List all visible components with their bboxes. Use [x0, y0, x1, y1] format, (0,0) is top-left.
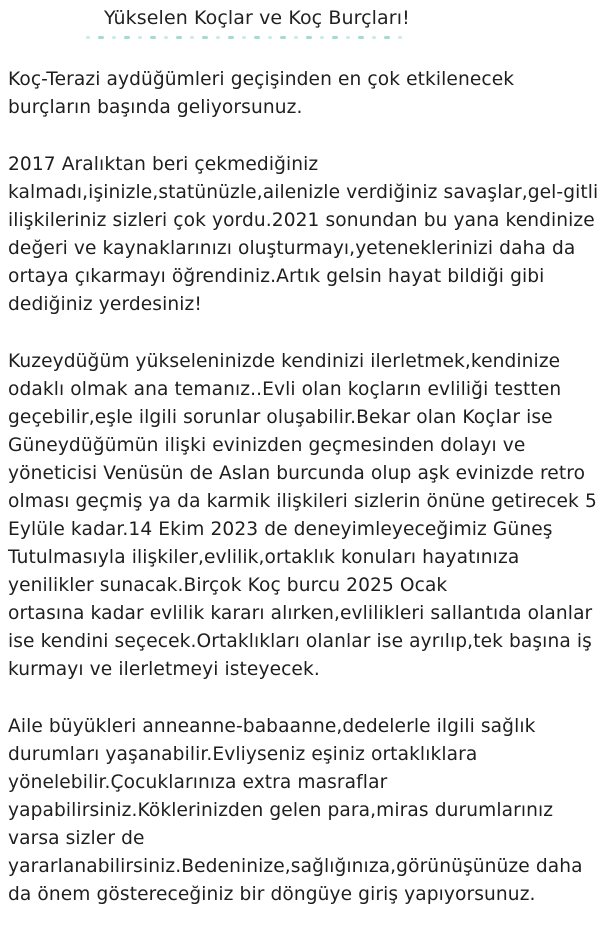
- title-divider: [86, 35, 412, 40]
- text-line: Kuzeydüğüm yükseleninizde kendinizi ilerletmek,kendinize: [8, 351, 561, 372]
- divider-dot: [268, 36, 272, 39]
- text-line: odaklı olmak ana temanız..Evli olan koçların evliliği testten: [8, 379, 562, 400]
- divider-dot: [190, 36, 194, 39]
- divider-dot: [346, 36, 350, 39]
- divider-dot: [98, 36, 104, 39]
- divider-dot: [228, 36, 234, 39]
- divider-dot: [306, 36, 312, 39]
- text-line: Koç-Terazi aydüğümleri geçişinden en çok etkilenecek: [8, 69, 515, 90]
- paragraph: [8, 713, 600, 909]
- text-line: yapabilirsiniz.Köklerinizden gelen para,miras durumlarınız: [8, 800, 554, 821]
- article-body: [8, 66, 600, 938]
- text-line: Aile büyükleri anneanne-babaanne,dedelerle ilgili sağlık: [8, 716, 536, 737]
- text-line: varsa sizler de: [8, 828, 145, 849]
- text-line: yöneticisi Venüsün de Aslan burcunda olup aşk evinizde retro: [8, 463, 586, 484]
- divider-dot: [86, 36, 90, 39]
- paragraph: [8, 151, 600, 319]
- divider-dot: [138, 36, 142, 39]
- header: [0, 0, 605, 44]
- page-title: Yükselen Koçlar ve Koç Burçları!: [104, 7, 410, 29]
- divider-dot: [384, 36, 390, 39]
- divider-dot: [398, 36, 402, 39]
- divider-dot: [124, 36, 130, 39]
- divider-dot: [112, 36, 116, 39]
- divider-dot: [242, 36, 246, 39]
- text-line: burçların başında geliyorsunuz.: [8, 97, 303, 118]
- text-line: ortasına kadar evlilik kararı alırken,evlilikleri sallantıda olanlar: [8, 603, 593, 624]
- divider-dot: [358, 36, 364, 39]
- divider-dot: [372, 36, 376, 39]
- text-line: ilişkileriniz sizleri çok yordu.2021 sonundan bu yana kendinize: [8, 210, 595, 231]
- text-line: kurmayı ve ilerletmeyi isteyecek.: [8, 659, 320, 680]
- text-line: ise kendini seçecek.Ortaklıkları olanlar ise ayrılıp,tek başına iş: [8, 631, 592, 652]
- text-line: kalmadı,işinizle,statünüzle,ailenizle verdiğiniz savaşlar,gel-gitli: [8, 182, 599, 203]
- text-line: yenilikler sunacak.Birçok Koç burcu 2025 Ocak: [8, 575, 448, 596]
- text-line: 2017 Aralıktan beri çekmediğiniz: [8, 154, 319, 175]
- divider-dot: [176, 36, 182, 39]
- text-line: yönelebilir.Çocuklarınıza extra masraflar: [8, 772, 388, 793]
- divider-dot: [280, 36, 286, 39]
- text-line: değeri ve kaynaklarınızı oluşturmayı,yeteneklerinizi daha da: [8, 238, 576, 259]
- paragraph: [8, 348, 600, 684]
- divider-dot: [254, 36, 260, 39]
- text-line: durumları yaşanabilir.Evliyseniz eşiniz ortaklıklara: [8, 744, 478, 765]
- text-line: dediğiniz yerdesiniz!: [8, 294, 202, 315]
- text-line: Eylüle kadar.14 Ekim 2023 de deneyimleyeceğimiz Güneş: [8, 519, 553, 540]
- divider-dot: [216, 36, 220, 39]
- paragraph: [8, 66, 600, 122]
- text-line: da önem göstereceğiniz bir döngüye giriş yapıyorsunuz.: [8, 884, 536, 905]
- divider-dot: [202, 36, 208, 39]
- text-line: yararlanabilirsiniz.Bedeninize,sağlığınıza,görünüşünüze daha: [8, 856, 583, 877]
- divider-dot: [320, 36, 324, 39]
- text-line: geçebilir,eşle ilgili sorunlar oluşabilir.Bekar olan Koçlar ise: [8, 407, 553, 428]
- divider-dot: [332, 36, 338, 39]
- text-line: olması geçmiş ya da karmik ilişkileri sizlerin önüne getirecek 5: [8, 491, 597, 512]
- divider-dot: [294, 36, 298, 39]
- divider-dot: [164, 36, 168, 39]
- divider-dot: [150, 36, 156, 39]
- text-line: Tutulmasıyla ilişkiler,evlilik,ortaklık konuları hayatınıza: [8, 547, 520, 568]
- text-line: Güneydüğümün ilişki evinizden geçmesinden dolayı ve: [8, 435, 526, 456]
- text-line: ortaya çıkarmayı öğrendiniz.Artık gelsin hayat bildiği gibi: [8, 266, 545, 287]
